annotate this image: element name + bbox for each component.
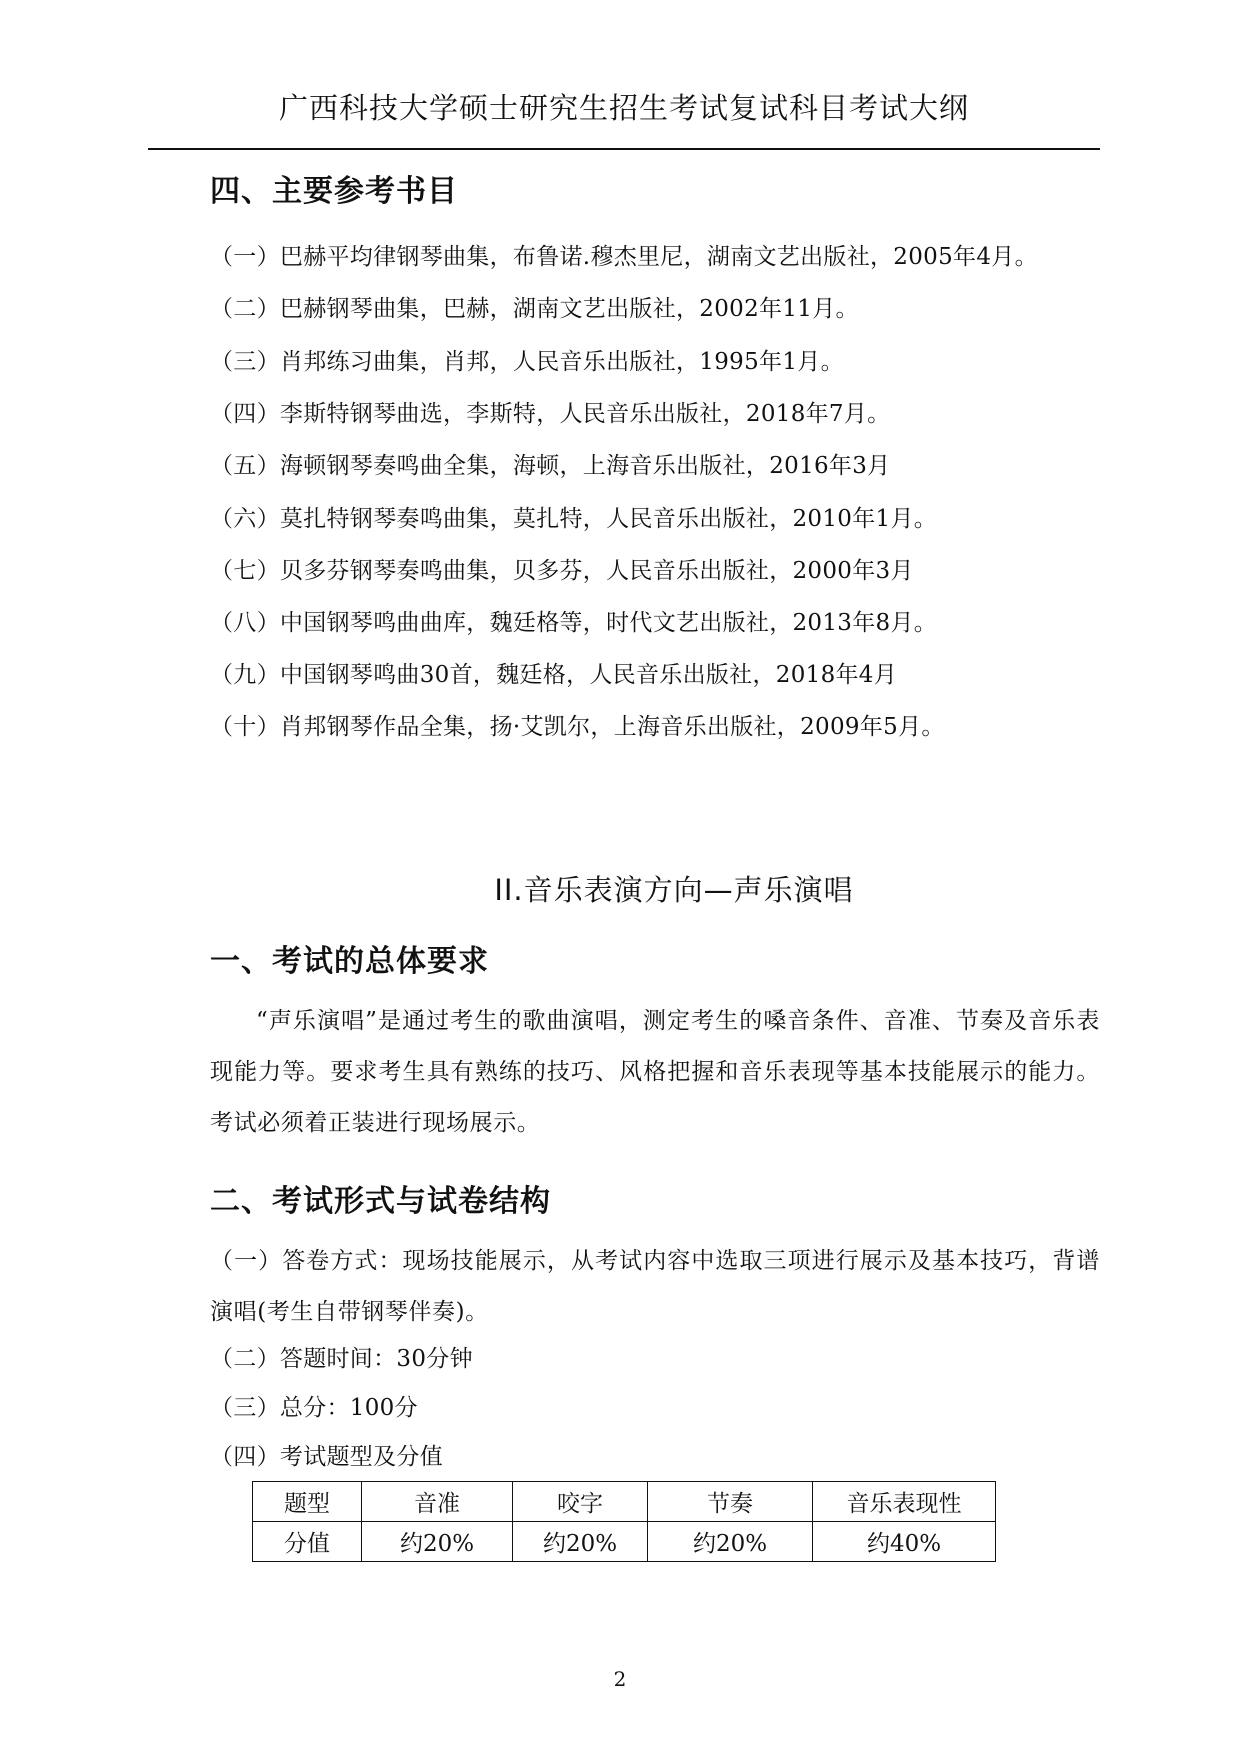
table-row [253, 1482, 996, 1522]
reference-item: （三）肖邦练习曲集，肖邦，人民音乐出版社，1995年1月。 [210, 349, 844, 375]
section-heading-format: 二、考试形式与试卷结构 [210, 1184, 551, 1219]
table-cell: 音乐表现性 [813, 1482, 996, 1522]
header-divider [148, 148, 1100, 150]
section-heading-references: 四、主要参考书目 [210, 174, 458, 209]
reference-item: （二）巴赫钢琴曲集，巴赫，湖南文艺出版社，2002年11月。 [210, 296, 859, 322]
reference-item: （六）莫扎特钢琴奏鸣曲集，莫扎特，人民音乐出版社，2010年1月。 [210, 506, 938, 532]
table-cell: 题型 [253, 1482, 362, 1522]
format-item-duration: （二）答题时间：30分钟 [210, 1346, 473, 1372]
reference-item: （四）李斯特钢琴曲选，李斯特，人民音乐出版社，2018年7月。 [210, 401, 891, 427]
reference-item: （五）海顿钢琴奏鸣曲全集，海顿，上海音乐出版社，2016年3月 [210, 453, 891, 479]
part-subtitle: II.音乐表演方向—声乐演唱 [494, 873, 854, 907]
table-cell: 约40% [813, 1522, 996, 1562]
reference-item: （一）巴赫平均律钢琴曲集，布鲁诺.穆杰里尼，湖南文艺出版社，2005年4月。 [210, 244, 1038, 270]
table-cell: 咬字 [513, 1482, 648, 1522]
page-header-title: 广西科技大学硕士研究生招生考试复试科目考试大纲 [278, 91, 969, 125]
reference-item: （七）贝多芬钢琴奏鸣曲集，贝多芬，人民音乐出版社，2000年3月 [210, 558, 914, 584]
format-item-total-score: （三）总分：100分 [210, 1395, 418, 1421]
table-cell: 音准 [362, 1482, 513, 1522]
reference-item: （九）中国钢琴鸣曲30首，魏廷格，人民音乐出版社，2018年4月 [210, 662, 898, 688]
format-item-answer-method: （一）答卷方式：现场技能展示，从考试内容中选取三项进行展示及基本技巧，背谱演唱(考生自带钢琴伴奏)。 [210, 1248, 1100, 1325]
score-table [252, 1481, 996, 1562]
table-row [253, 1522, 996, 1562]
reference-item: （十）肖邦钢琴作品全集，扬·艾凯尔，上海音乐出版社，2009年5月。 [210, 714, 945, 740]
section-heading-requirements: 一、考试的总体要求 [210, 944, 489, 979]
reference-item: （八）中国钢琴鸣曲曲库，魏廷格等，时代文艺出版社，2013年8月。 [210, 610, 938, 636]
table-cell: 分值 [253, 1522, 362, 1562]
format-item-question-types: （四）考试题型及分值 [210, 1444, 443, 1470]
table-cell: 约20% [362, 1522, 513, 1562]
page-number: 2 [613, 1667, 627, 1691]
table-cell: 约20% [648, 1522, 813, 1562]
table-cell: 节奏 [648, 1482, 813, 1522]
table-cell: 约20% [513, 1522, 648, 1562]
requirements-paragraph: “声乐演唱”是通过考生的歌曲演唱，测定考生的嗓音条件、音准、节奏及音乐表现能力等。要求考生具有熟练的技巧、风格把握和音乐表现等基本技能展示的能力。考试必须着正装进行现场展示。 [210, 1008, 1100, 1136]
